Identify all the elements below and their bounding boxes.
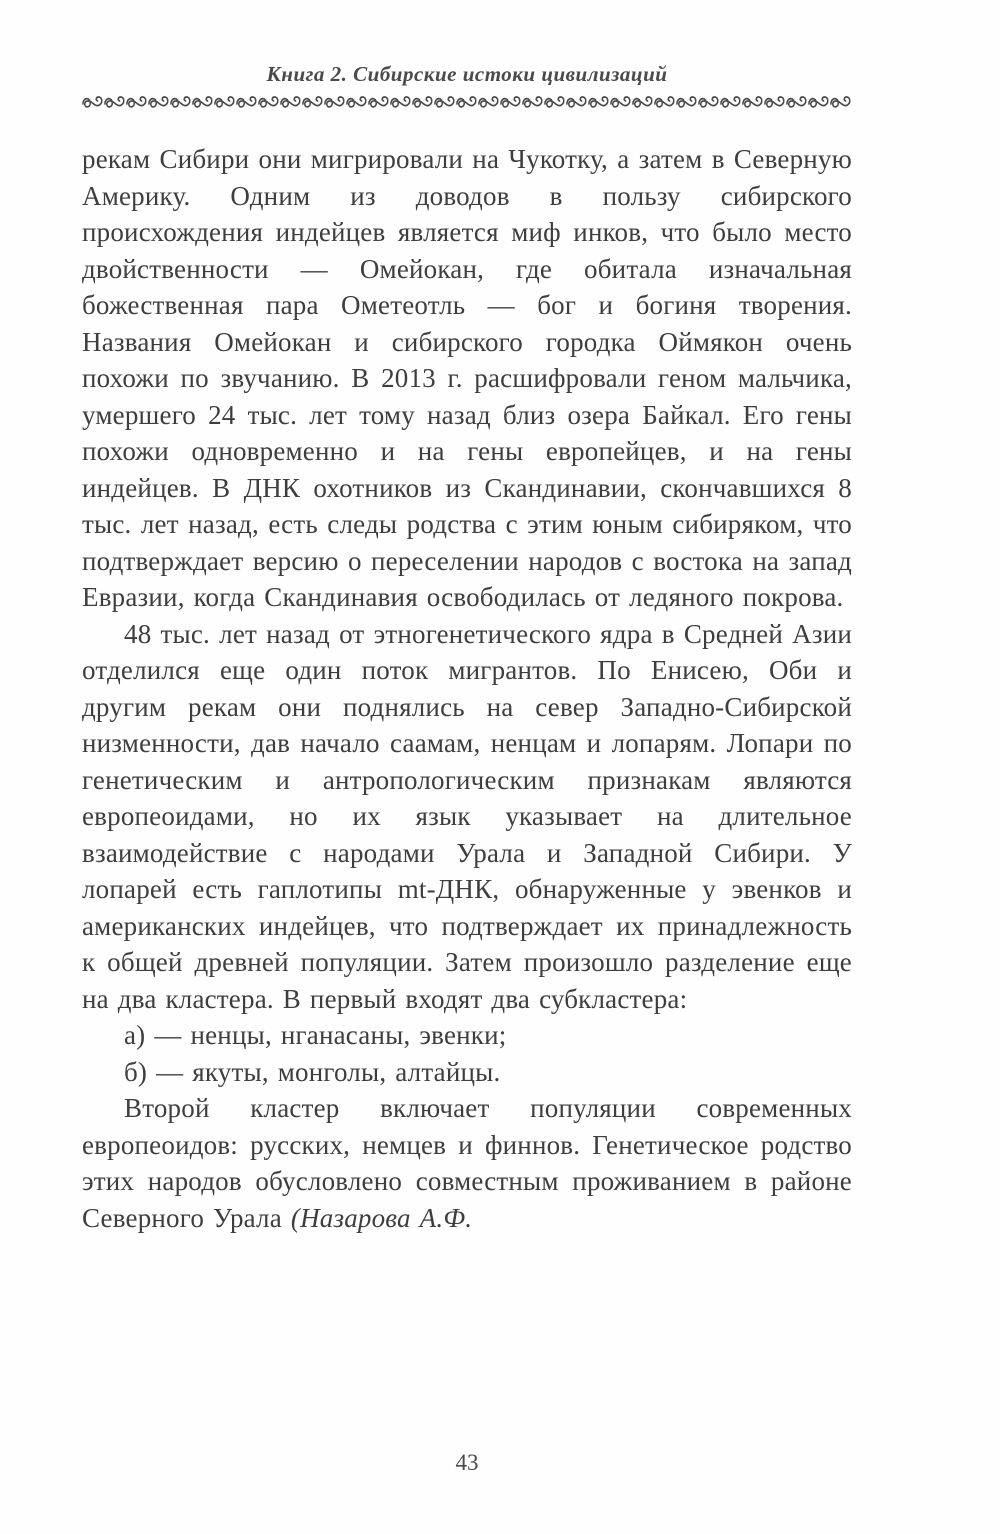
ornament-scroll-divider-icon [82,93,852,113]
page-number: 43 [455,1450,479,1475]
running-head: Книга 2. Сибирские истоки цивилизаций [266,62,668,86]
paragraph-second-cluster: Второй кластер включает популяции современных европеоидов: русских, немцев и финнов. Генетическое родство этих народов обусловлено совместным проживанием в районе Северного Урала (Назарова А.Ф. [82,1093,852,1233]
list-item-a: а) — ненцы, нганасаны, эвенки; [124,1020,507,1050]
paragraph-migration: 48 тыс. лет назад от этногенетического ядра в Средней Азии отделился еще один поток мигрантов. По Енисею, Оби и другим рекам они поднялись на север Западно-Сибирской низменности, дав начало саамам, ненцам и лопарям. Лопари по генетическим и антропологическим признакам являются европеоидами, но их язык указывает на длительное взаимодействие с народами Урала и Западной Сибири. У лопарей есть гаплотипы mt-ДНК, обнаруженные у эвенков и американских индейцев, что подтверждает их принадлежность к общей древней популяции. Затем произошло разделение еще на два кластера. В первый входят два субкластера: [82,618,852,1014]
list-item-b: б) — якуты, монголы, алтайцы. [124,1056,501,1087]
citation-italic: (Назарова А.Ф. [290,1202,473,1233]
page-body [82,141,852,1236]
paragraph-continuation: рекам Сибири они мигрировали на Чукотку, а затем в Северную Америку. Одним из доводов в пользу сибирского происхождения индейцев является миф инков, что было место двойственности — Омейокан, где обитала изначальная божественная пара Ометеотль — бог и богиня творения. Названия Омейокан и сибирского городка Оймякон очень похожи по звучанию. В 2013 г. расшифровали геном мальчика, умершего 24 тыс. лет тому назад близ озера Байкал. Его гены похожи одновременно и на гены европейцев, и на гены индейцев. В ДНК охотников из Скандинавии, скончавшихся 8 тыс. лет назад, есть следы родства с этим юным сибиряком, что подтверждает версию о переселении народов с востока на запад Евразии, когда Скандинавия освободилась от ледяного покрова. [82,144,852,612]
